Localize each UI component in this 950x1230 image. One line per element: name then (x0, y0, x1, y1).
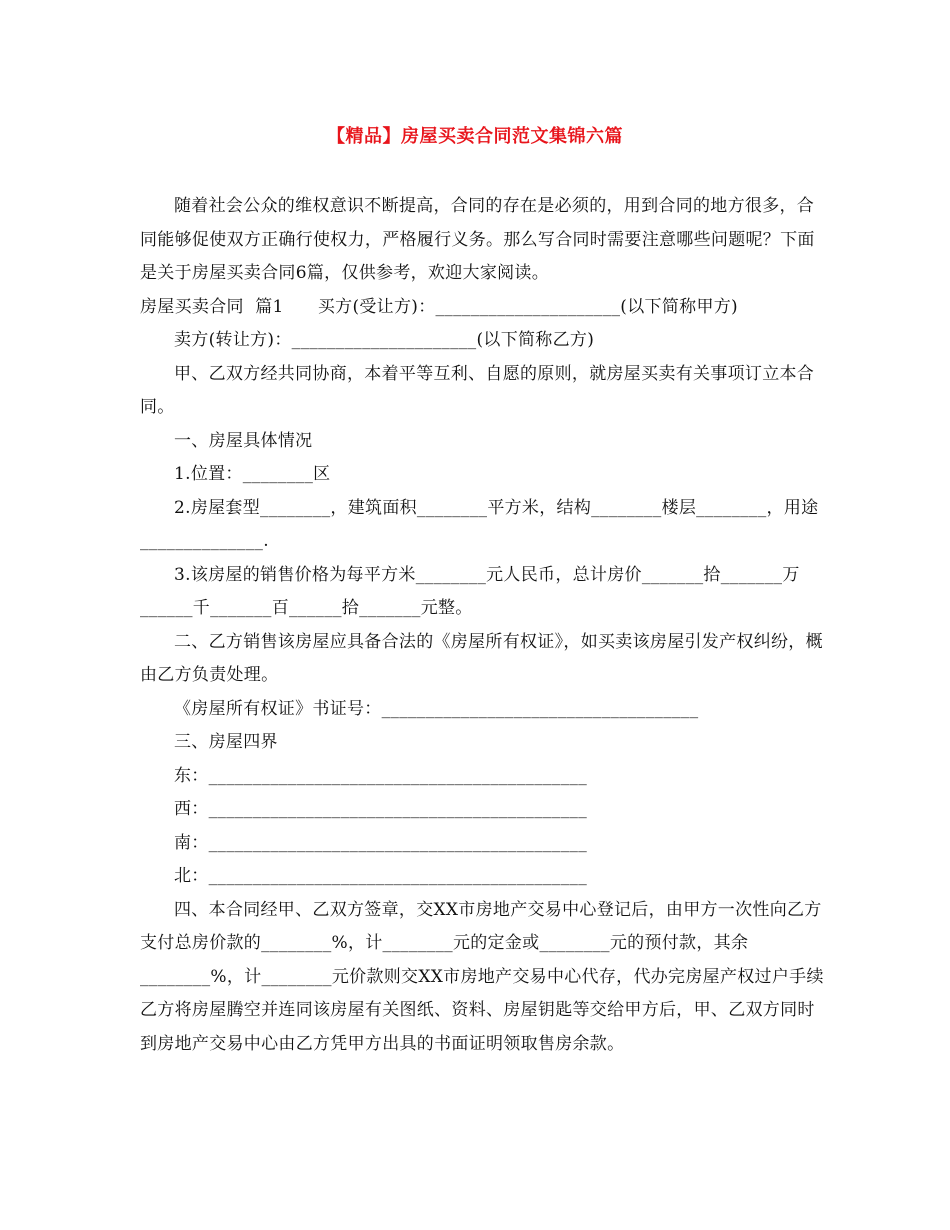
boundary-south: 南：___________________________________________ (174, 832, 587, 853)
contract-heading-buyer-line: 房屋买卖合同 篇1 买方(受让方)：_____________________(以下简称甲方) (140, 296, 738, 317)
section-3-heading: 三、房屋四界 (174, 732, 278, 752)
boundary-west: 西：___________________________________________ (174, 799, 587, 819)
item-3-price: 3.该房屋的销售价格为每平方米________元人民币，总计房价_______拾_______万______千_______百______拾_______元整。 (140, 564, 800, 618)
boundary-north: 北：___________________________________________ (174, 866, 587, 886)
section-2-paragraph: 二、乙方销售该房屋应具备合法的《房屋所有权证》，如买卖该房屋引发产权纠纷，概由乙方负责处理。 (140, 631, 823, 685)
certificate-number-line: 《房屋所有权证》书证号：____________________________________ (174, 698, 699, 719)
item-1-location: 1.位置：________区 (174, 464, 331, 484)
boundary-east: 东：___________________________________________ (174, 765, 587, 786)
document-title: 【精品】房屋买卖合同范文集锦六篇 (327, 126, 623, 147)
document-body (140, 190, 830, 1061)
intro-paragraph: 随着社会公众的维权意识不断提高，合同的存在是必须的，用到合同的地方很多，合同能够促使双方正确行使权力，严格履行义务。那么写合同时需要注意哪些问题呢？下面是关于房屋买卖合同6篇，仅供参考，欢迎大家阅读。 (140, 196, 815, 283)
seller-line: 卖方(转让方)：_____________________(以下简称乙方) (174, 330, 595, 350)
preamble-paragraph: 甲、乙双方经共同协商，本着平等互利、自愿的原则，就房屋买卖有关事项订立本合同。 (140, 363, 815, 417)
section-1-heading: 一、房屋具体情况 (174, 430, 313, 451)
section-4-paragraph: 四、本合同经甲、乙双方签章，交XX市房地产交易中心登记后，由甲方一次性向乙方支付总房价款的________%，计________元的定金或________元的预付款，其余________%，计________元价款则交XX市房地产交易中心代存，代办完房屋产权过户手续乙方将房屋腾空并连同该房屋有关图纸、资料、房屋钥匙等交给甲方后，甲、乙双方同时到房地产交易中心由乙方凭甲方出具的书面证明领取售房余款。 (140, 899, 824, 1054)
item-2-house-type: 2.房屋套型________，建筑面积________平方米，结构________楼层________，用途______________. (140, 497, 819, 551)
